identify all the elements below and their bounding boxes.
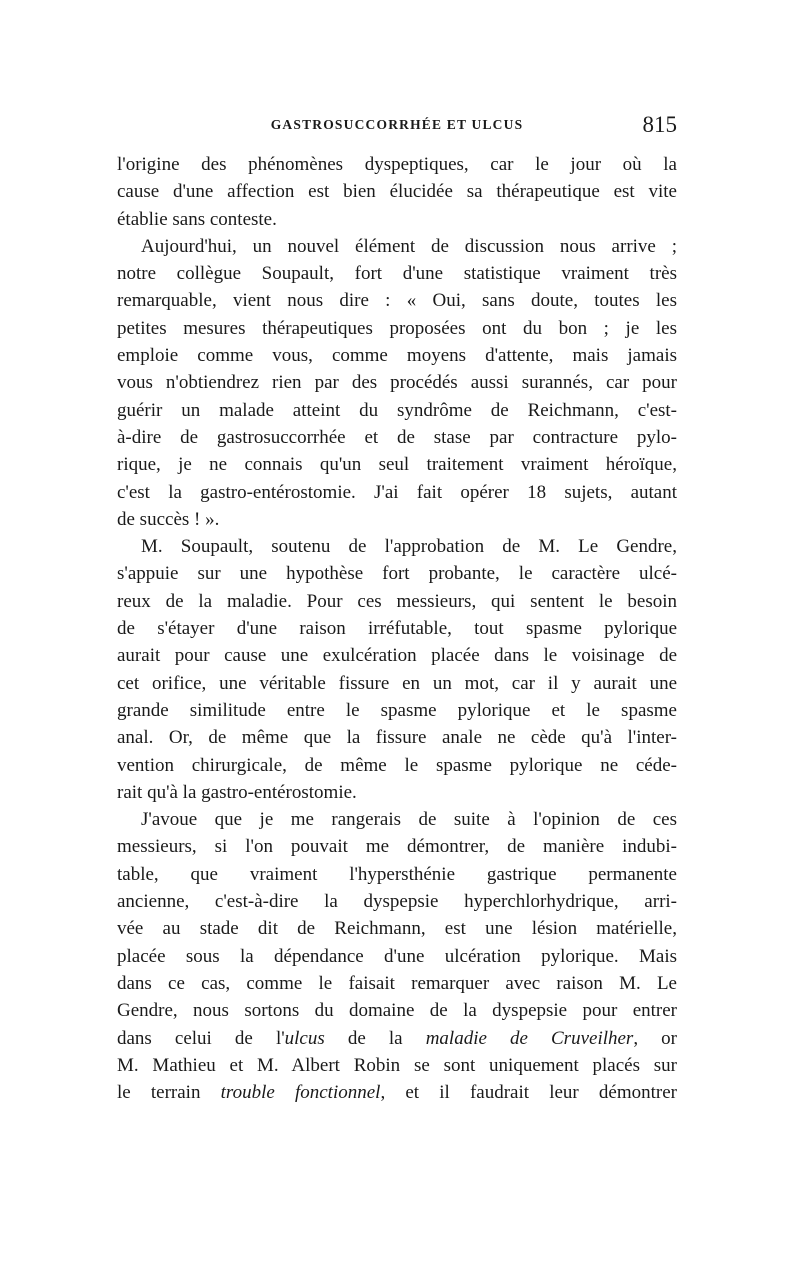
paragraph-4 <box>117 806 677 1106</box>
text-line: c'est la gastro-entérostomie. J'ai fait opérer 18 sujets, autant <box>117 481 677 503</box>
text-line: cause d'une affection est bien élucidée sa thérapeutique est vite <box>117 181 677 203</box>
text-line: vous n'obtiendrez rien par des procédés aussi surannés, car pour <box>117 372 677 394</box>
body-text <box>117 151 677 1106</box>
text-line: M. Mathieu et M. Albert Robin se sont uniquement placés sur <box>117 1054 677 1076</box>
paragraph-3 <box>117 533 677 806</box>
text-line: rait qu'à la gastro-entérostomie. <box>117 781 357 803</box>
text-run: de la <box>324 1027 426 1049</box>
text-line: petites mesures thérapeutiques proposées ont du bon ; je les <box>117 317 677 339</box>
text-line: M. Soupault, soutenu de l'approbation de M. Le Gendre, <box>141 536 677 558</box>
paragraph-1 <box>117 151 677 233</box>
text-line: J'avoue que je me rangerais de suite à l'opinion de ces <box>141 809 677 831</box>
text-line: aurait pour cause une exulcération placée dans le voisinage de <box>117 645 677 667</box>
text-line: vée au stade dit de Reichmann, est une lésion matérielle, <box>117 918 677 940</box>
text-run: le terrain <box>117 1082 221 1104</box>
page-number: 815 <box>642 112 677 137</box>
italic-term: ulcus <box>284 1027 325 1049</box>
text-line: Aujourd'hui, un nouvel élément de discussion nous arrive ; <box>141 235 677 257</box>
italic-term: maladie de Cruveilher <box>425 1027 634 1049</box>
paragraph-2 <box>117 233 677 533</box>
text-run: dans celui de l' <box>117 1027 285 1049</box>
running-title: GASTROSUCCORRHÉE ET ULCUS <box>270 117 524 132</box>
running-head <box>117 112 677 140</box>
text-line: établie sans conteste. <box>117 208 277 230</box>
text-line: notre collègue Soupault, fort d'une statistique vraiment très <box>117 263 677 285</box>
text-line: rique, je ne connais qu'un seul traitement vraiment héroïque, <box>117 454 677 476</box>
text-line: dans ce cas, comme le faisait remarquer avec raison M. Le <box>117 972 677 994</box>
italic-term: trouble fonctionnel <box>220 1082 381 1104</box>
text-line: vention chirurgicale, de même le spasme pylorique ne céde- <box>117 754 677 776</box>
text-line: anal. Or, de même que la fissure anale ne cède qu'à l'inter- <box>117 727 677 749</box>
text-line: ancienne, c'est-à-dire la dyspepsie hyperchlorhydrique, arri- <box>117 891 677 913</box>
text-line: table, que vraiment l'hypersthénie gastrique permanente <box>117 863 677 885</box>
text-line: Gendre, nous sortons du domaine de la dyspepsie pour entrer <box>117 1000 677 1022</box>
text-line: grande similitude entre le spasme pylorique et le spasme <box>117 699 677 721</box>
text-line: cet orifice, une véritable fissure en un mot, car il y aurait une <box>117 672 677 694</box>
text-line: à-dire de gastrosuccorrhée et de stase par contracture pylo- <box>117 426 677 448</box>
text-line <box>117 1079 677 1106</box>
text-line: messieurs, si l'on pouvait me démontrer, de manière indubi- <box>117 836 677 858</box>
text-line: de succès ! ». <box>117 508 220 530</box>
text-line: emploie comme vous, comme moyens d'attente, mais jamais <box>117 345 677 367</box>
text-line: l'origine des phénomènes dyspeptiques, car le jour où la <box>117 154 677 175</box>
text-line <box>117 1025 677 1052</box>
text-line: remarquable, vient nous dire : « Oui, sans doute, toutes les <box>117 290 677 312</box>
text-run: , or <box>633 1027 677 1049</box>
text-line: reux de la maladie. Pour ces messieurs, qui sentent le besoin <box>117 590 677 612</box>
text-line: guérir un malade atteint du syndrôme de Reichmann, c'est- <box>117 399 677 421</box>
text-run: , et il faudrait leur démontrer <box>380 1082 677 1104</box>
text-line: de s'étayer d'une raison irréfutable, tout spasme pylorique <box>117 618 677 640</box>
text-line: s'appuie sur une hypothèse fort probante, le caractère ulcé- <box>117 563 677 585</box>
text-line: placée sous la dépendance d'une ulcération pylorique. Mais <box>117 945 677 967</box>
